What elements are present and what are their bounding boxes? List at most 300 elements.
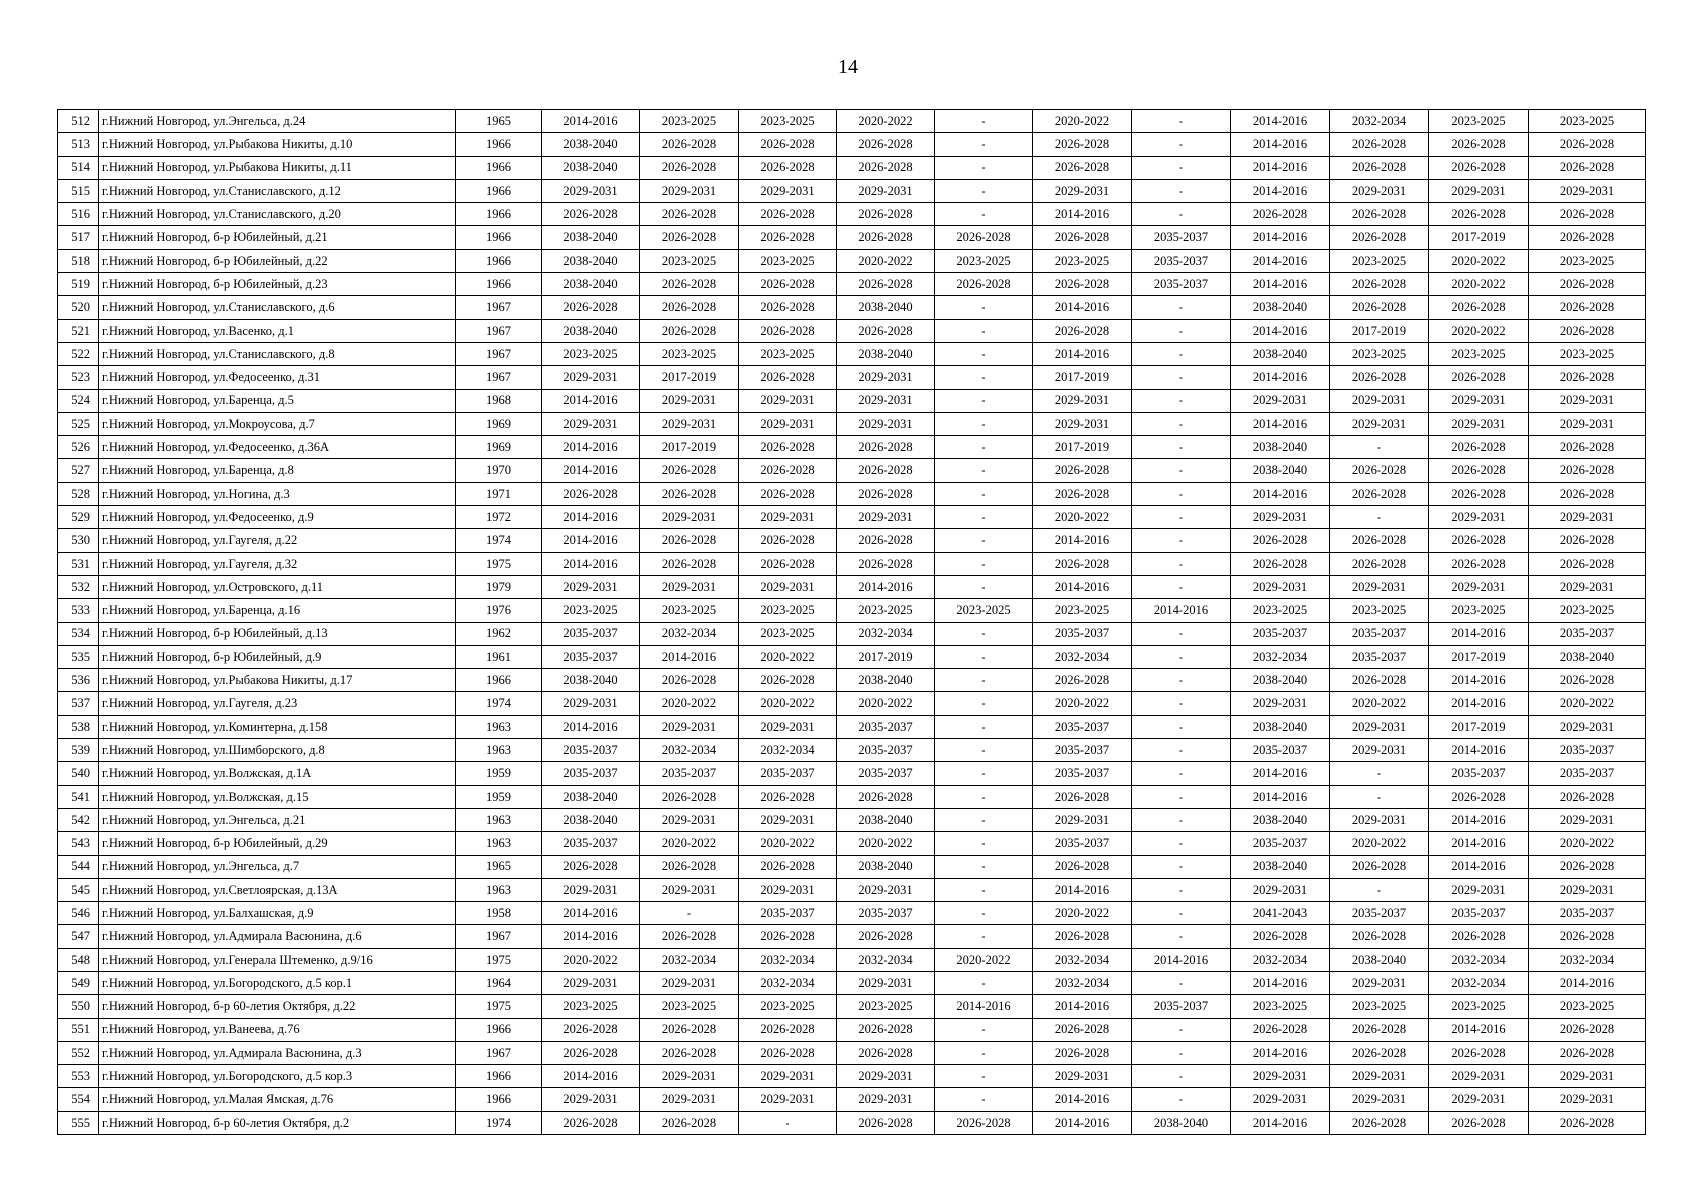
period-cell: 2029-2031 (837, 971, 935, 994)
period-cell: 2026-2028 (739, 529, 837, 552)
period-cell: 2026-2028 (1330, 459, 1429, 482)
period-cell: 2026-2028 (837, 785, 935, 808)
period-cell: 2038-2040 (1330, 948, 1429, 971)
year-built-cell: 1959 (456, 785, 542, 808)
period-cell: 2029-2031 (1231, 575, 1330, 598)
period-cell: 2026-2028 (1330, 1041, 1429, 1064)
period-cell: 2026-2028 (542, 1041, 640, 1064)
period-cell: 2026-2028 (1429, 925, 1529, 948)
period-cell: 2029-2031 (1330, 971, 1429, 994)
period-cell: 2020-2022 (640, 832, 739, 855)
row-number-cell: 536 (58, 669, 99, 692)
period-cell: 2026-2028 (1429, 459, 1529, 482)
period-cell: 2014-2016 (1231, 273, 1330, 296)
period-cell: - (935, 1088, 1033, 1111)
period-cell: 2035-2037 (837, 715, 935, 738)
year-built-cell: 1967 (456, 319, 542, 342)
period-cell: 2026-2028 (1330, 296, 1429, 319)
period-cell: 2026-2028 (837, 203, 935, 226)
row-number-cell: 542 (58, 808, 99, 831)
period-cell: 2026-2028 (1429, 156, 1529, 179)
period-cell: 2035-2037 (739, 762, 837, 785)
period-cell: 2026-2028 (739, 273, 837, 296)
period-cell: 2029-2031 (1429, 1065, 1529, 1088)
row-number-cell: 537 (58, 692, 99, 715)
period-cell: 2029-2031 (1231, 1088, 1330, 1111)
period-cell: 2032-2034 (640, 739, 739, 762)
period-cell: 2023-2025 (1429, 599, 1529, 622)
period-cell: 2032-2034 (1330, 110, 1429, 133)
period-cell: 2038-2040 (542, 156, 640, 179)
period-cell: 2035-2037 (837, 902, 935, 925)
period-cell: 2029-2031 (739, 1088, 837, 1111)
period-cell: 2029-2031 (837, 366, 935, 389)
period-cell: 2035-2037 (1033, 622, 1132, 645)
period-cell: 2026-2028 (542, 1018, 640, 1041)
year-built-cell: 1966 (456, 226, 542, 249)
period-cell: 2014-2016 (935, 995, 1033, 1018)
period-cell: 2032-2034 (1529, 948, 1646, 971)
period-cell: 2014-2016 (542, 389, 640, 412)
year-built-cell: 1974 (456, 529, 542, 552)
period-cell: 2032-2034 (837, 622, 935, 645)
period-cell: 2023-2025 (1330, 599, 1429, 622)
period-cell: 2035-2037 (1529, 739, 1646, 762)
period-cell: - (935, 878, 1033, 901)
address-cell: г.Нижний Новгород, ул.Станиславского, д.20 (99, 203, 456, 226)
period-cell: 2035-2037 (1529, 902, 1646, 925)
period-cell: 2029-2031 (739, 412, 837, 435)
period-cell: 2029-2031 (1529, 412, 1646, 435)
period-cell: 2026-2028 (1033, 273, 1132, 296)
period-cell: 2026-2028 (1529, 552, 1646, 575)
period-cell: 2026-2028 (1429, 296, 1529, 319)
period-cell: 2026-2028 (640, 203, 739, 226)
period-cell: - (935, 459, 1033, 482)
row-number-cell: 547 (58, 925, 99, 948)
period-cell: 2026-2028 (739, 156, 837, 179)
period-cell: - (935, 342, 1033, 365)
period-cell: - (935, 110, 1033, 133)
address-cell: г.Нижний Новгород, ул.Федосеенко, д.31 (99, 366, 456, 389)
period-cell: - (935, 156, 1033, 179)
address-cell: г.Нижний Новгород, б-р Юбилейный, д.22 (99, 249, 456, 272)
address-cell: г.Нижний Новгород, б-р Юбилейный, д.21 (99, 226, 456, 249)
table-row (58, 785, 1646, 808)
address-cell: г.Нижний Новгород, ул.Васенко, д.1 (99, 319, 456, 342)
row-number-cell: 553 (58, 1065, 99, 1088)
period-cell: 2029-2031 (739, 179, 837, 202)
period-cell: 2014-2016 (837, 575, 935, 598)
row-number-cell: 543 (58, 832, 99, 855)
period-cell: 2026-2028 (1033, 925, 1132, 948)
address-cell: г.Нижний Новгород, б-р 60-летия Октября, д.2 (99, 1111, 456, 1134)
period-cell: 2026-2028 (542, 203, 640, 226)
period-cell: 2035-2037 (1033, 832, 1132, 855)
year-built-cell: 1972 (456, 506, 542, 529)
year-built-cell: 1967 (456, 925, 542, 948)
period-cell: 2014-2016 (1033, 1111, 1132, 1134)
year-built-cell: 1963 (456, 808, 542, 831)
year-built-cell: 1965 (456, 855, 542, 878)
period-cell: - (935, 692, 1033, 715)
period-cell: 2026-2028 (1033, 133, 1132, 156)
period-cell: 2029-2031 (1529, 808, 1646, 831)
period-cell: 2026-2028 (640, 156, 739, 179)
period-cell: - (1132, 971, 1231, 994)
period-cell: 2029-2031 (640, 506, 739, 529)
period-cell: 2026-2028 (1429, 366, 1529, 389)
address-cell: г.Нижний Новгород, ул.Гаугеля, д.23 (99, 692, 456, 715)
period-cell: 2020-2022 (837, 692, 935, 715)
period-cell: 2026-2028 (837, 156, 935, 179)
period-cell: 2017-2019 (1429, 715, 1529, 738)
period-cell: 2035-2037 (542, 832, 640, 855)
period-cell: - (1132, 855, 1231, 878)
period-cell: 2026-2028 (837, 1111, 935, 1134)
period-cell: - (935, 296, 1033, 319)
period-cell: 2035-2037 (1132, 226, 1231, 249)
period-cell: 2038-2040 (1529, 645, 1646, 668)
period-cell: 2026-2028 (837, 459, 935, 482)
address-cell: г.Нижний Новгород, ул.Гаугеля, д.32 (99, 552, 456, 575)
period-cell: 2038-2040 (1231, 669, 1330, 692)
period-cell: 2014-2016 (1429, 692, 1529, 715)
period-cell: 2026-2028 (1429, 203, 1529, 226)
period-cell: 2029-2031 (739, 808, 837, 831)
period-cell: 2035-2037 (1033, 715, 1132, 738)
period-cell: 2029-2031 (1330, 715, 1429, 738)
address-cell: г.Нижний Новгород, б-р Юбилейный, д.13 (99, 622, 456, 645)
period-cell: 2023-2025 (1529, 342, 1646, 365)
period-cell: 2026-2028 (1330, 226, 1429, 249)
period-cell: - (1132, 645, 1231, 668)
period-cell: 2023-2025 (640, 342, 739, 365)
period-cell: 2026-2028 (1033, 552, 1132, 575)
year-built-cell: 1966 (456, 133, 542, 156)
period-cell: 2026-2028 (1529, 436, 1646, 459)
table-row (58, 296, 1646, 319)
period-cell: 2014-2016 (1231, 366, 1330, 389)
period-cell: - (935, 1065, 1033, 1088)
period-cell: - (1132, 179, 1231, 202)
period-cell: - (935, 1041, 1033, 1064)
period-cell: 2023-2025 (1529, 249, 1646, 272)
period-cell: 2026-2028 (542, 1111, 640, 1134)
period-cell: 2029-2031 (1231, 692, 1330, 715)
address-cell: г.Нижний Новгород, ул.Станиславского, д.12 (99, 179, 456, 202)
period-cell: 2029-2031 (1033, 412, 1132, 435)
table-row (58, 1111, 1646, 1134)
period-cell: 2029-2031 (1529, 575, 1646, 598)
table-row (58, 156, 1646, 179)
period-cell: 2038-2040 (542, 785, 640, 808)
year-built-cell: 1966 (456, 1088, 542, 1111)
address-cell: г.Нижний Новгород, ул.Волжская, д.15 (99, 785, 456, 808)
row-number-cell: 546 (58, 902, 99, 925)
period-cell: 2029-2031 (1231, 389, 1330, 412)
period-cell: - (935, 366, 1033, 389)
period-cell: 2035-2037 (1132, 249, 1231, 272)
period-cell: - (1132, 1041, 1231, 1064)
period-cell: 2014-2016 (1429, 622, 1529, 645)
period-cell: 2014-2016 (1529, 971, 1646, 994)
period-cell: - (1132, 832, 1231, 855)
table-row (58, 995, 1646, 1018)
period-cell: 2014-2016 (1033, 296, 1132, 319)
period-cell: 2026-2028 (1330, 925, 1429, 948)
period-cell: 2029-2031 (1033, 808, 1132, 831)
period-cell: 2026-2028 (1529, 156, 1646, 179)
period-cell: 2026-2028 (1330, 156, 1429, 179)
period-cell: 2014-2016 (1231, 762, 1330, 785)
period-cell: 2029-2031 (1330, 1088, 1429, 1111)
period-cell: 2035-2037 (837, 739, 935, 762)
period-cell: 2026-2028 (1529, 203, 1646, 226)
period-cell: 2026-2028 (640, 296, 739, 319)
period-cell: 2038-2040 (837, 669, 935, 692)
period-cell: 2014-2016 (1429, 832, 1529, 855)
period-cell: 2023-2025 (542, 599, 640, 622)
period-cell: - (935, 762, 1033, 785)
period-cell: 2029-2031 (542, 971, 640, 994)
period-cell: 2029-2031 (739, 715, 837, 738)
table-row (58, 273, 1646, 296)
row-number-cell: 554 (58, 1088, 99, 1111)
period-cell: 2026-2028 (640, 1018, 739, 1041)
address-cell: г.Нижний Новгород, ул.Мокроусова, д.7 (99, 412, 456, 435)
period-cell: 2023-2025 (739, 342, 837, 365)
period-cell: 2023-2025 (1231, 995, 1330, 1018)
period-cell: 2026-2028 (739, 133, 837, 156)
period-cell: - (935, 622, 1033, 645)
period-cell: - (935, 552, 1033, 575)
table-row (58, 715, 1646, 738)
table-row (58, 506, 1646, 529)
period-cell: 2014-2016 (1429, 855, 1529, 878)
period-cell: 2020-2022 (739, 692, 837, 715)
year-built-cell: 1976 (456, 599, 542, 622)
period-cell: - (1132, 459, 1231, 482)
period-cell: 2026-2028 (1529, 1111, 1646, 1134)
table-row (58, 366, 1646, 389)
period-cell: - (1132, 902, 1231, 925)
address-cell: г.Нижний Новгород, ул.Богородского, д.5 кор.3 (99, 1065, 456, 1088)
period-cell: 2014-2016 (1033, 575, 1132, 598)
period-cell: 2014-2016 (1231, 179, 1330, 202)
period-cell: - (935, 645, 1033, 668)
period-cell: 2029-2031 (1529, 389, 1646, 412)
period-cell: 2026-2028 (542, 482, 640, 505)
row-number-cell: 519 (58, 273, 99, 296)
table-row (58, 669, 1646, 692)
year-built-cell: 1970 (456, 459, 542, 482)
address-cell: г.Нижний Новгород, ул.Баренца, д.16 (99, 599, 456, 622)
period-cell: 2026-2028 (1529, 459, 1646, 482)
row-number-cell: 520 (58, 296, 99, 319)
period-cell: 2026-2028 (1231, 203, 1330, 226)
table-row (58, 436, 1646, 459)
year-built-cell: 1966 (456, 1018, 542, 1041)
period-cell: - (1132, 669, 1231, 692)
address-cell: г.Нижний Новгород, ул.Коминтерна, д.158 (99, 715, 456, 738)
period-cell: 2020-2022 (1033, 692, 1132, 715)
period-cell: 2029-2031 (837, 506, 935, 529)
table-row (58, 319, 1646, 342)
period-cell: 2014-2016 (1231, 1041, 1330, 1064)
period-cell: 2035-2037 (1231, 622, 1330, 645)
period-cell: 2026-2028 (1429, 1111, 1529, 1134)
period-cell: 2026-2028 (640, 226, 739, 249)
row-number-cell: 544 (58, 855, 99, 878)
period-cell: 2014-2016 (1231, 156, 1330, 179)
period-cell: 2026-2028 (640, 273, 739, 296)
period-cell: 2023-2025 (640, 110, 739, 133)
period-cell: 2023-2025 (1330, 342, 1429, 365)
period-cell: - (1132, 412, 1231, 435)
period-cell: 2026-2028 (1330, 552, 1429, 575)
period-cell: 2026-2028 (1033, 785, 1132, 808)
year-built-cell: 1966 (456, 179, 542, 202)
row-number-cell: 534 (58, 622, 99, 645)
period-cell: - (935, 855, 1033, 878)
period-cell: 2029-2031 (837, 179, 935, 202)
period-cell: 2023-2025 (542, 995, 640, 1018)
table-row (58, 203, 1646, 226)
year-built-cell: 1968 (456, 389, 542, 412)
repair-schedule-table (57, 109, 1646, 1135)
period-cell: 2023-2025 (640, 249, 739, 272)
year-built-cell: 1975 (456, 552, 542, 575)
row-number-cell: 538 (58, 715, 99, 738)
period-cell: - (1132, 389, 1231, 412)
period-cell: 2026-2028 (935, 226, 1033, 249)
period-cell: 2029-2031 (1033, 389, 1132, 412)
period-cell: 2026-2028 (1033, 226, 1132, 249)
period-cell: 2026-2028 (739, 296, 837, 319)
period-cell: - (1132, 482, 1231, 505)
row-number-cell: 514 (58, 156, 99, 179)
year-built-cell: 1967 (456, 296, 542, 319)
year-built-cell: 1975 (456, 948, 542, 971)
period-cell: 2026-2028 (1033, 482, 1132, 505)
period-cell: 2026-2028 (1429, 1041, 1529, 1064)
period-cell: 2035-2037 (1330, 645, 1429, 668)
period-cell: 2020-2022 (1429, 249, 1529, 272)
period-cell: 2032-2034 (739, 971, 837, 994)
period-cell: 2029-2031 (1033, 179, 1132, 202)
period-cell: 2023-2025 (739, 599, 837, 622)
year-built-cell: 1975 (456, 995, 542, 1018)
address-cell: г.Нижний Новгород, ул.Баренца, д.8 (99, 459, 456, 482)
period-cell: - (1132, 1088, 1231, 1111)
address-cell: г.Нижний Новгород, ул.Энгельса, д.21 (99, 808, 456, 831)
period-cell: - (739, 1111, 837, 1134)
year-built-cell: 1967 (456, 1041, 542, 1064)
period-cell: 2026-2028 (1330, 133, 1429, 156)
table-row (58, 249, 1646, 272)
period-cell: - (935, 319, 1033, 342)
period-cell: 2020-2022 (739, 832, 837, 855)
period-cell: - (1132, 1018, 1231, 1041)
table-row (58, 645, 1646, 668)
period-cell: 2014-2016 (542, 436, 640, 459)
address-cell: г.Нижний Новгород, ул.Ногина, д.3 (99, 482, 456, 505)
row-number-cell: 523 (58, 366, 99, 389)
row-number-cell: 552 (58, 1041, 99, 1064)
year-built-cell: 1959 (456, 762, 542, 785)
period-cell: - (1330, 785, 1429, 808)
period-cell: - (1132, 785, 1231, 808)
period-cell: - (935, 436, 1033, 459)
period-cell: 2029-2031 (640, 1065, 739, 1088)
period-cell: 2035-2037 (1132, 995, 1231, 1018)
period-cell: - (935, 179, 1033, 202)
period-cell: - (1132, 925, 1231, 948)
year-built-cell: 1958 (456, 902, 542, 925)
year-built-cell: 1963 (456, 832, 542, 855)
year-built-cell: 1979 (456, 575, 542, 598)
address-cell: г.Нижний Новгород, б-р Юбилейный, д.29 (99, 832, 456, 855)
period-cell: 2029-2031 (739, 1065, 837, 1088)
period-cell: 2026-2028 (1529, 855, 1646, 878)
table-row (58, 389, 1646, 412)
period-cell: - (1132, 342, 1231, 365)
period-cell: 2038-2040 (1231, 436, 1330, 459)
period-cell: 2014-2016 (1033, 529, 1132, 552)
table-row (58, 692, 1646, 715)
period-cell: 2026-2028 (935, 273, 1033, 296)
row-number-cell: 517 (58, 226, 99, 249)
period-cell: 2023-2025 (837, 995, 935, 1018)
table-row (58, 1041, 1646, 1064)
period-cell: 2026-2028 (1529, 1018, 1646, 1041)
period-cell: 2026-2028 (1529, 366, 1646, 389)
period-cell: 2017-2019 (1033, 366, 1132, 389)
period-cell: 2026-2028 (1529, 273, 1646, 296)
period-cell: 2020-2022 (1033, 110, 1132, 133)
period-cell: 2014-2016 (1033, 995, 1132, 1018)
period-cell: - (935, 808, 1033, 831)
period-cell: 2032-2034 (640, 622, 739, 645)
period-cell: 2029-2031 (542, 878, 640, 901)
table-row (58, 482, 1646, 505)
period-cell: 2029-2031 (640, 715, 739, 738)
period-cell: 2029-2031 (1529, 179, 1646, 202)
year-built-cell: 1974 (456, 692, 542, 715)
period-cell: 2035-2037 (542, 622, 640, 645)
row-number-cell: 526 (58, 436, 99, 459)
period-cell: 2026-2028 (739, 1041, 837, 1064)
period-cell: 2026-2028 (1429, 785, 1529, 808)
period-cell: 2020-2022 (837, 110, 935, 133)
period-cell: 2026-2028 (739, 226, 837, 249)
period-cell: 2014-2016 (1231, 412, 1330, 435)
address-cell: г.Нижний Новгород, ул.Баренца, д.5 (99, 389, 456, 412)
period-cell: 2020-2022 (542, 948, 640, 971)
row-number-cell: 527 (58, 459, 99, 482)
period-cell: 2026-2028 (1033, 459, 1132, 482)
address-cell: г.Нижний Новгород, ул.Светлоярская, д.13А (99, 878, 456, 901)
row-number-cell: 512 (58, 110, 99, 133)
address-cell: г.Нижний Новгород, ул.Адмирала Васюнина, д.6 (99, 925, 456, 948)
period-cell: 2023-2025 (1529, 995, 1646, 1018)
year-built-cell: 1964 (456, 971, 542, 994)
period-cell: 2023-2025 (935, 249, 1033, 272)
period-cell: 2026-2028 (1033, 1041, 1132, 1064)
year-built-cell: 1966 (456, 1065, 542, 1088)
table-row (58, 902, 1646, 925)
